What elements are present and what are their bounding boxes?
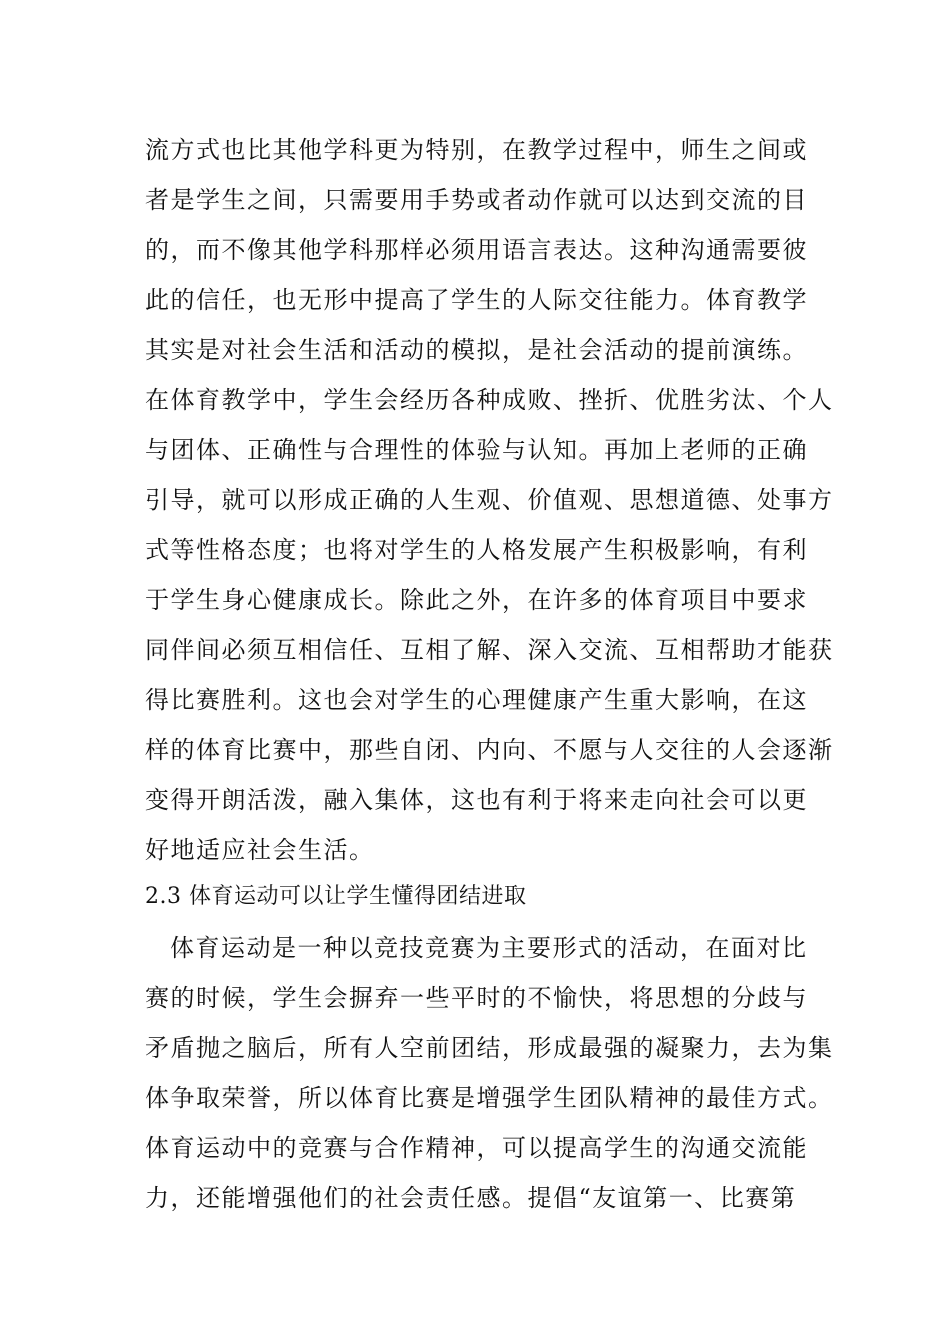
paragraph-line: 体育运动是一种以竞技竞赛为主要形式的活动，在面对比: [170, 934, 808, 962]
paragraph-line: 与团体、正确性与合理性的体验与认知。再加上老师的正确: [145, 436, 808, 464]
paragraph-line: 变得开朗活泼，融入集体，这也有利于将来走向社会可以更: [145, 786, 808, 814]
paragraph-line: 样的体育比赛中，那些自闭、内向、不愿与人交往的人会逐渐: [145, 736, 834, 764]
paragraph-line: 在体育教学中，学生会经历各种成败、挫折、优胜劣汰、个人: [145, 386, 834, 414]
paragraph-line: 于学生身心健康成长。除此之外，在许多的体育项目中要求: [145, 586, 808, 614]
paragraph-line: 式等性格态度；也将对学生的人格发展产生积极影响，有利: [145, 536, 808, 564]
paragraph-line: 赛的时候，学生会摒弃一些平时的不愉快，将思想的分歧与: [145, 984, 808, 1012]
paragraph-line: 的，而不像其他学科那样必须用语言表达。这种沟通需要彼: [145, 236, 808, 264]
paragraph-line: 者是学生之间，只需要用手势或者动作就可以达到交流的目: [145, 186, 808, 214]
paragraph-line: 此的信任，也无形中提高了学生的人际交往能力。体育教学: [145, 286, 808, 314]
paragraph-line: 同伴间必须互相信任、互相了解、深入交流、互相帮助才能获: [145, 636, 834, 664]
paragraph-line: 其实是对社会生活和活动的模拟，是社会活动的提前演练。: [145, 336, 808, 364]
paragraph-line: 力，还能增强他们的社会责任感。提倡“友谊第一、比赛第: [145, 1184, 797, 1212]
paragraph-line: 引导，就可以形成正确的人生观、价值观、思想道德、处事方: [145, 486, 834, 514]
paragraph-line: 得比赛胜利。这也会对学生的心理健康产生重大影响，在这: [145, 686, 808, 714]
paragraph-line: 体争取荣誉，所以体育比赛是增强学生团队精神的最佳方式。: [145, 1084, 834, 1112]
section-heading: 2.3 体育运动可以让学生懂得团结进取: [145, 884, 527, 909]
paragraph-line: 好地适应社会生活。: [145, 836, 375, 864]
paragraph-line: 流方式也比其他学科更为特别，在教学过程中，师生之间或: [145, 136, 808, 164]
paragraph-line: 矛盾抛之脑后，所有人空前团结，形成最强的凝聚力，去为集: [145, 1034, 834, 1062]
paragraph-line: 体育运动中的竞赛与合作精神，可以提高学生的沟通交流能: [145, 1134, 808, 1162]
